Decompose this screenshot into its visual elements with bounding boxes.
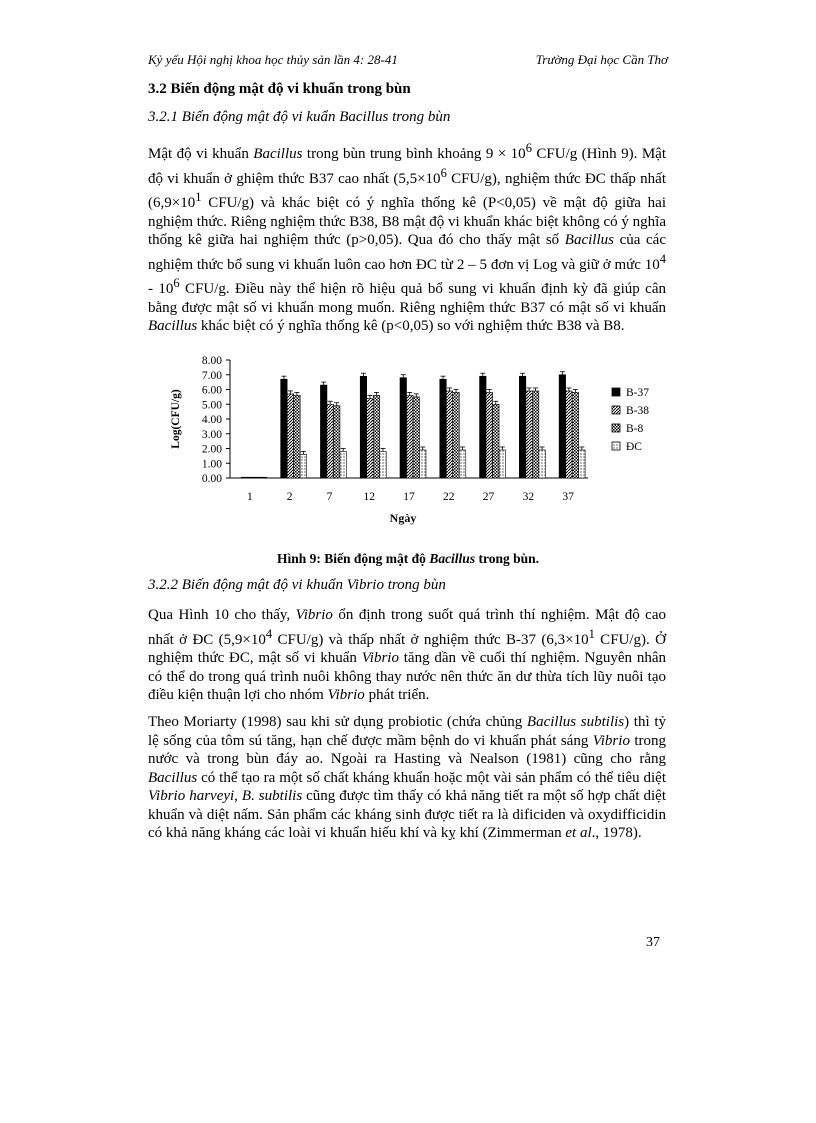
bar-ĐC-32 <box>539 450 546 478</box>
bar-B-8-2 <box>294 395 301 478</box>
x-tick-label: 22 <box>443 491 455 503</box>
bar-B-38-2 <box>287 394 294 478</box>
subsection-title-bacillus: 3.2.1 Biến động mật độ vi kuẩn Bacillus trong bùn <box>148 109 451 125</box>
header-right: Trường Đại học Cần Thơ <box>535 52 668 67</box>
bar-B-8-22 <box>453 392 460 478</box>
paragraph-vibrio: Qua Hình 10 cho thấy, Vibrio ổn định trong suốt quá trình thí nghiệm. Mật độ cao nhất ở ĐC ($5,9\times 10^4$ CFU/g) và thấp nhất ở nghiệm thức B-37 ($6,3\times 10^1$ CFU/g). Ở nghiệm thức ĐC, mật số vi khuẩn Vibrio tăng dần về cuối thí nghiệm. Nguyên nhân có thể do trong quá trình nuôi không thay nước nên thức ăn dư thừa tích lũy nuôi tạo điều kiện thuận lợi cho nhóm Vibrio phát triển. <box>148 607 666 703</box>
legend-swatch-B-8 <box>612 424 620 432</box>
x-tick-label: 12 <box>363 491 375 503</box>
legend-label-B-38: B-38 <box>626 405 649 417</box>
bar-B-38-22 <box>446 391 453 478</box>
bar-B-8-7 <box>333 406 340 478</box>
y-tick-label: 1.00 <box>201 458 222 471</box>
bar-B-38-32 <box>526 391 533 478</box>
bar-B-37-2 <box>281 379 288 478</box>
bar-B-37-7 <box>320 385 327 478</box>
section-title: 3.2 Biến động mật độ vi khuẩn trong bùn <box>148 81 411 97</box>
paragraph-probiotic: Theo Moriarty (1998) sau khi sử dụng probiotic (chứa chủng Bacillus subtilis) thì tỷ lệ sống của tôm sú tăng, hạn chế được mầm bệnh do vi khuẩn phát sáng Vibrio trong nước và trong bùn đáy ao. Ngoài ra Hasting và Nealson (1981) cũng cho rằng Bacillus có thể tạo ra một số chất kháng khuẩn hoặc một vài sản phẩm có thể tiêu diệt Vibrio harveyi, B. subtilis cũng được tìm thấy có khả năng tiết ra một số hợp chất diệt khuẩn và diệt nấm. Sản phẩm các kháng sinh được tiết ra là dificiden và oxydifficidin có khả năng kháng các loài vi khuẩn hiếu khí và kỵ khí (Zimmerman et al., 1978). <box>148 714 667 841</box>
legend-swatch-B-37 <box>612 388 620 396</box>
bar-ĐC-27 <box>499 450 506 478</box>
y-tick-label: 2.00 <box>201 443 222 456</box>
bar-ĐC-12 <box>380 451 387 478</box>
x-tick-label: 7 <box>326 491 333 503</box>
legend-label-B-8: B-8 <box>626 423 644 435</box>
bar-B-37-27 <box>480 376 487 478</box>
x-tick-label: 27 <box>482 491 495 503</box>
x-axis-label: Ngày <box>389 511 417 525</box>
y-tick-label: 7.00 <box>201 369 222 382</box>
bar-B-8-32 <box>532 391 539 478</box>
legend-label-ĐC: ĐC <box>626 441 642 453</box>
x-tick-label: 17 <box>403 491 415 503</box>
bar-B-8-12 <box>373 395 380 478</box>
x-tick-label: 37 <box>562 491 574 503</box>
y-tick-label: 5.00 <box>201 399 222 412</box>
bar-B-8-17 <box>413 397 420 478</box>
bar-B-8-27 <box>493 404 500 478</box>
legend-label-B-37: B-37 <box>626 387 649 399</box>
bar-B-37-37 <box>559 375 566 478</box>
page-number: 37 <box>646 935 660 950</box>
bar-B-8-37 <box>572 392 579 478</box>
paragraph-bacillus: Mật độ vi khuẩn Bacillus trong bùn trung bình khoảng $9 \times 10^6$ CFU/g (Hình 9). Mật độ vi khuẩn ở ghiệm thức B37 cao nhất ($5,5\times 10^6$ CFU/g), nghiệm thức ĐC thấp nhất ($6,9\times 10^1$ CFU/g) và khác biệt có ý nghĩa thống kê (P<0,05) về mật độ giữa hai nghiệm thức. Riêng nghiệm thức B38, B8 mật độ vi khuẩn khác biệt không có ý nghĩa thống kê giữa hai nghiệm thức (p>0,05). Qua đó cho thấy mật số Bacillus của các nghiệm thức bổ sung vi khuẩn luôn cao hơn ĐC từ 2 – 5 đơn vị Log và giữ ở mức $10^4 - 10^6$ CFU/g. Điều này thể hiện rõ hiệu quả bổ sung vi khuẩn định kỳ đã giúp cân bằng được mật số vi khuẩn mong muốn. Riêng nghiệm thức B37 có mật số vi khuẩn Bacillus khác biệt có ý nghĩa thống kê (p<0,05) so với nghiệm thức B38 và B8. <box>148 141 667 334</box>
bar-B-38-17 <box>407 395 414 478</box>
bar-B-37-32 <box>519 376 526 478</box>
bar-ĐC-7 <box>340 451 347 478</box>
header-left: Kỷ yếu Hội nghị khoa học thủy sản lần 4: 28-41 <box>148 52 398 67</box>
y-tick-label: 8.00 <box>201 355 222 367</box>
y-tick-label: 0.00 <box>201 473 222 485</box>
x-tick-label: 1 <box>247 491 253 503</box>
bar-ĐC-17 <box>420 450 427 478</box>
bar-B-38-7 <box>327 404 334 478</box>
bar-B-38-27 <box>486 392 493 478</box>
bar-B-37-12 <box>360 376 367 478</box>
y-tick-label: 4.00 <box>201 414 222 426</box>
y-tick-label: 6.00 <box>201 384 222 397</box>
bar-B-38-12 <box>367 398 374 478</box>
bar-ĐC-2 <box>300 454 307 478</box>
x-tick-label: 32 <box>522 491 535 503</box>
legend-swatch-B-38 <box>612 406 620 414</box>
y-axis-label: Log(CFU/g) <box>170 389 182 449</box>
legend-swatch-ĐC <box>612 442 620 450</box>
subsection-title-vibrio: 3.2.2 Biến động mật độ vi khuẩn Vibrio trong bùn <box>148 577 446 593</box>
bar-ĐC-22 <box>459 450 466 478</box>
x-tick-label: 2 <box>286 491 293 503</box>
bar-B-37-22 <box>440 379 447 478</box>
y-tick-label: 3.00 <box>201 428 222 441</box>
bar-B-37-17 <box>400 378 407 478</box>
bar-B-38-37 <box>566 391 573 478</box>
bacillus-bar-chart <box>148 345 688 535</box>
bar-ĐC-37 <box>579 450 586 478</box>
figure-caption: Hình 9: Biến động mật độ Bacillus trong bùn. <box>277 551 539 566</box>
running-header <box>148 52 668 68</box>
